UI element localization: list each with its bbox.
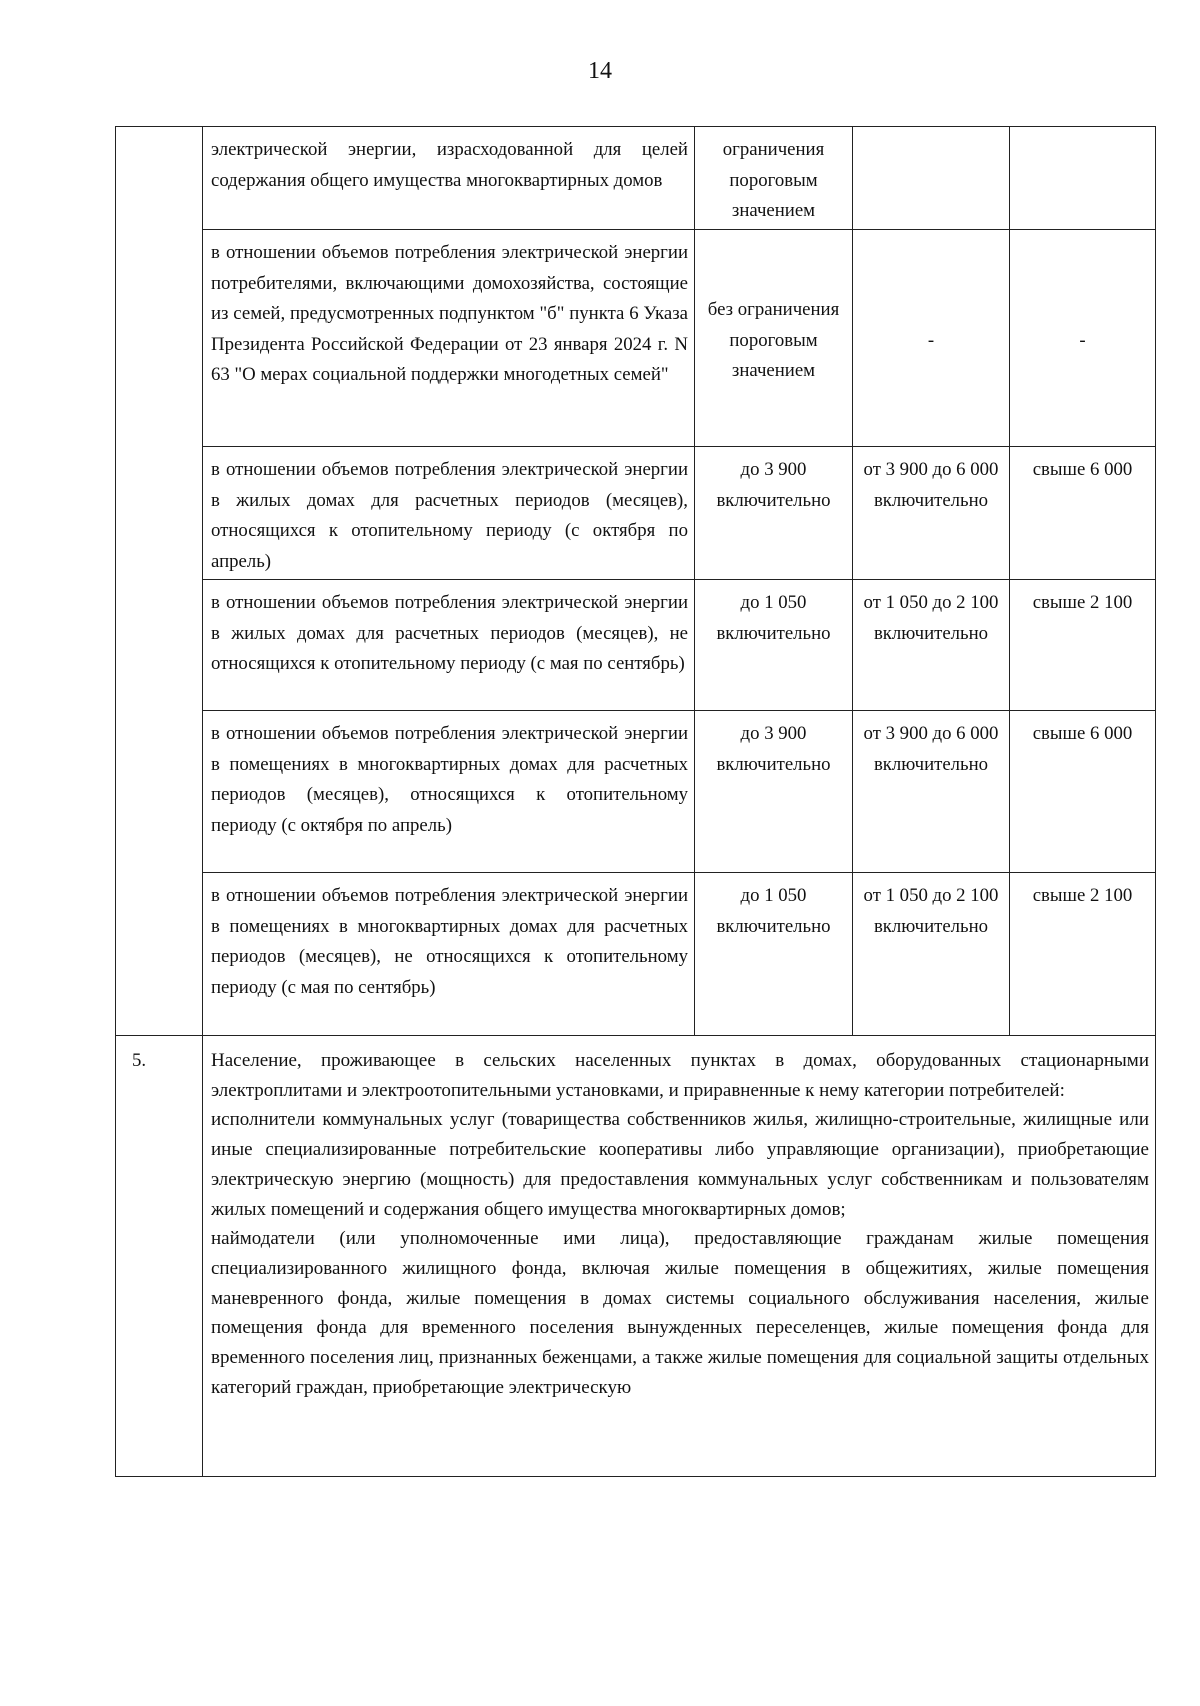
threshold-value-1: до 1 050 включительно [695, 580, 853, 711]
threshold-value-3: - [1010, 230, 1156, 447]
item-paragraph: наймодатели (или уполномоченные ими лица), предоставляющие гражданам жилые помещения специализированного жилищного фонда, включая жилые помещения в общежитиях, жилые помещения маневренного фонда, жилые помещения в домах системы социального обслуживания населения, жилые помещения фонда для временного поселения вынужденных переселенцев, жилые помещения фонда для временного поселения лиц, признанных беженцами, а также жилые помещения для социальной защиты отдельных категорий граждан, приобретающие электрическую [211, 1228, 1149, 1398]
table-row [116, 447, 1156, 580]
threshold-value-2: от 1 050 до 2 100 включительно [853, 580, 1010, 711]
threshold-value-2: от 3 900 до 6 000 включительно [853, 447, 1010, 580]
row-number-cell [116, 127, 203, 1036]
row-description: в отношении объемов потребления электрической энергии в жилых домах для расчетных периодов (месяцев), не относящихся к отопительному периоду (с мая по сентябрь) [203, 580, 695, 711]
threshold-value-1: ограничения пороговым значением [695, 127, 853, 230]
threshold-value-3: свыше 6 000 [1010, 711, 1156, 873]
threshold-value-1: без ограничения пороговым значением [695, 230, 853, 447]
threshold-value-3: свыше 2 100 [1010, 580, 1156, 711]
row-description: электрической энергии, израсходованной для целей содержания общего имущества многоквартирных домов [203, 127, 695, 230]
table-row [116, 580, 1156, 711]
threshold-value-2: - [853, 230, 1010, 447]
item-number: 5. [116, 1036, 203, 1477]
table-row [116, 1036, 1156, 1477]
threshold-value-3: свыше 2 100 [1010, 873, 1156, 1036]
item-paragraph: исполнители коммунальных услуг (товарищества собственников жилья, жилищно-строительные, жилищные или иные специализированные потребительские кооперативы либо управляющие организации), приобретающие электрическую энергию (мощность) для предоставления коммунальных услуг собственникам и пользователям жилых помещений и содержания общего имущества многоквартирных домов; [211, 1109, 1149, 1220]
row-description: в отношении объемов потребления электрической энергии в жилых домах для расчетных периодов (месяцев), относящихся к отопительному периоду (с октября по апрель) [203, 447, 695, 580]
threshold-value-2: от 1 050 до 2 100 включительно [853, 873, 1010, 1036]
threshold-value-3: свыше 6 000 [1010, 447, 1156, 580]
row-description: в отношении объемов потребления электрической энергии потребителями, включающими домохозяйства, состоящие из семей, предусмотренных подпунктом "б" пункта 6 Указа Президента Российской Федерации от 23 января 2024 г. N 63 "О мерах социальной поддержки многодетных семей" [203, 230, 695, 447]
threshold-value-1: до 1 050 включительно [695, 873, 853, 1036]
threshold-value-3 [1010, 127, 1156, 230]
table-row [116, 873, 1156, 1036]
table-row [116, 711, 1156, 873]
threshold-value-1: до 3 900 включительно [695, 711, 853, 873]
row-description: в отношении объемов потребления электрической энергии в помещениях в многоквартирных домах для расчетных периодов (месяцев), относящихся к отопительному периоду (с октября по апрель) [203, 711, 695, 873]
item-description [203, 1036, 1156, 1477]
threshold-value-1: до 3 900 включительно [695, 447, 853, 580]
threshold-value-2 [853, 127, 1010, 230]
row-description: в отношении объемов потребления электрической энергии в помещениях в многоквартирных домах для расчетных периодов (месяцев), не относящихся к отопительному периоду (с мая по сентябрь) [203, 873, 695, 1036]
table-row [116, 230, 1156, 447]
tariff-table [115, 126, 1156, 1477]
item-paragraph: Население, проживающее в сельских населенных пунктах в домах, оборудованных стационарными электроплитами и электроотопительными установками, и приравненные к нему категории потребителей: [211, 1050, 1149, 1101]
threshold-value-2: от 3 900 до 6 000 включительно [853, 711, 1010, 873]
page-number: 14 [588, 58, 612, 84]
table-row [116, 127, 1156, 230]
